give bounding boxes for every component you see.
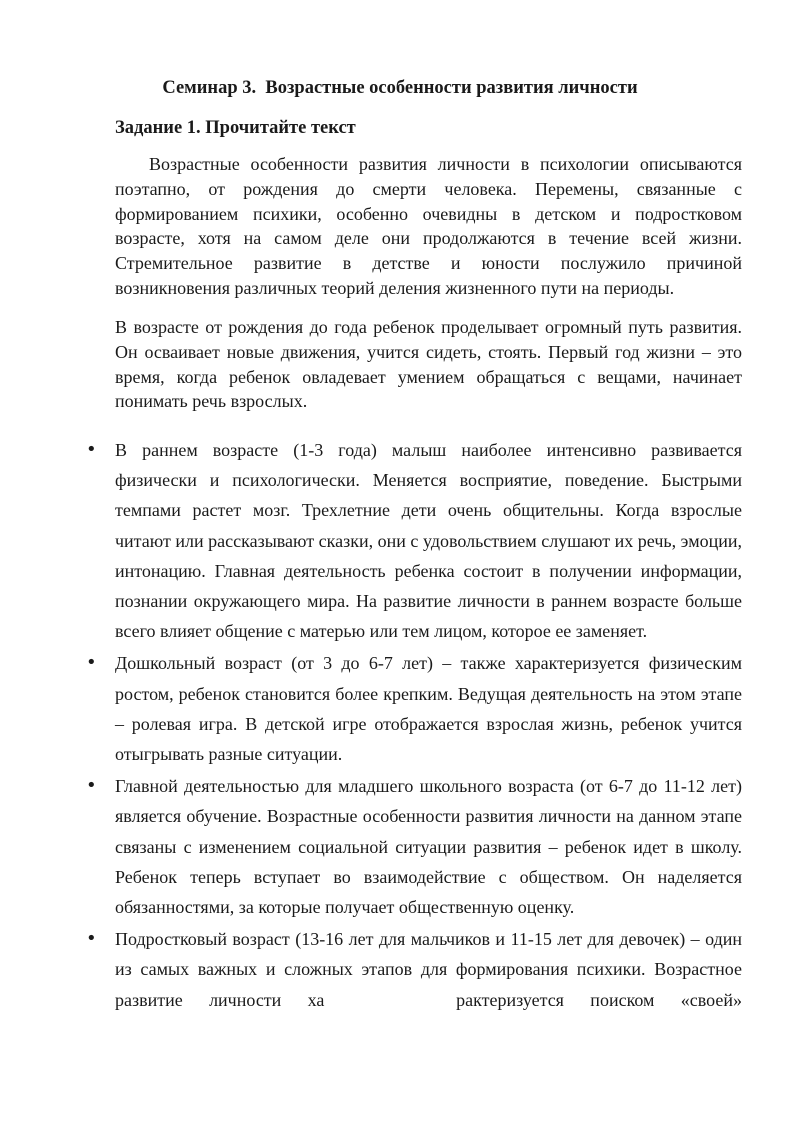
bullet-icon: • xyxy=(86,928,97,950)
bullet-icon: • xyxy=(86,439,97,460)
list-item-text: Подростковый возраст (13-16 лет для мальчиков и 11-15 лет для девочек) – один из самых важных и сложных этапов для формирования психики. Возрастное развитие личности ха рактеризуется поиском «своей» xyxy=(115,929,747,1010)
list-item xyxy=(0,435,800,646)
list-item xyxy=(0,771,800,922)
list-item-text: Дошкольный возраст (от 3 до 6-7 лет) – также характеризуется физическим ростом, ребенок становится более крепким. Ведущая деятельность на этом этапе – ролевая игра. В детской игре отображается взрослая жизнь, ребенок учится отыгрывать разные ситуации. xyxy=(115,653,742,765)
bullet-icon: • xyxy=(86,775,97,797)
list-item xyxy=(0,648,800,769)
page-title: Семинар 3. Возрастные особенности развития личности xyxy=(162,78,638,98)
list-item-text: В раннем возрасте (1-3 года) малыш наиболее интенсивно развивается физически и психологически. Меняется восприятие, поведение. Быстрыми темпами растет мозг. Трехлетние дети очень общительны. Когда взрослые читают или рассказывают сказки, они с удовольствием слушают их речь, эмоции, интонацию. Главная деятельность ребенка состоит в получении информации, познании окружающего мира. На развитие личности в раннем возрасте больше всего влияет общение с матерью или тем лицом, которое ее заменяет. xyxy=(115,440,742,642)
bullet-icon: • xyxy=(86,652,97,674)
list-item xyxy=(0,924,800,1015)
paragraph-infancy: В возрасте от рождения до года ребенок проделывает огромный путь развития. Он осваивает новые движения, учится сидеть, стоять. Первый год жизни – это время, когда ребенок овладевает умением обращаться с вещами, начинает понимать речь взрослых. xyxy=(115,317,742,412)
list-item-text: Главной деятельностью для младшего школьного возраста (от 6-7 до 11-12 лет) является обучение. Возрастные особенности развития личности на данном этапе связаны с изменением социальной ситуации развития – ребенок идет в школу. Ребенок теперь вступает во взаимодействие с обществом. Он наделяется обязанностями, за которые получает общественную оценку. xyxy=(115,776,742,918)
age-periods-list xyxy=(0,435,800,1017)
task-heading: Задание 1. Прочитайте текст xyxy=(115,118,356,138)
paragraph-intro: Возрастные особенности развития личности в психологии описываются поэтапно, от рождения до смерти человека. Перемены, связанные с формированием психики, особенно очевидны в детском и подростковом возрасте, хотя на самом деле они продолжаются в течение всей жизни. Стремительное развитие в детстве и юности послужило причиной возникновения различных теорий деления жизненного пути на периоды. xyxy=(115,154,742,298)
